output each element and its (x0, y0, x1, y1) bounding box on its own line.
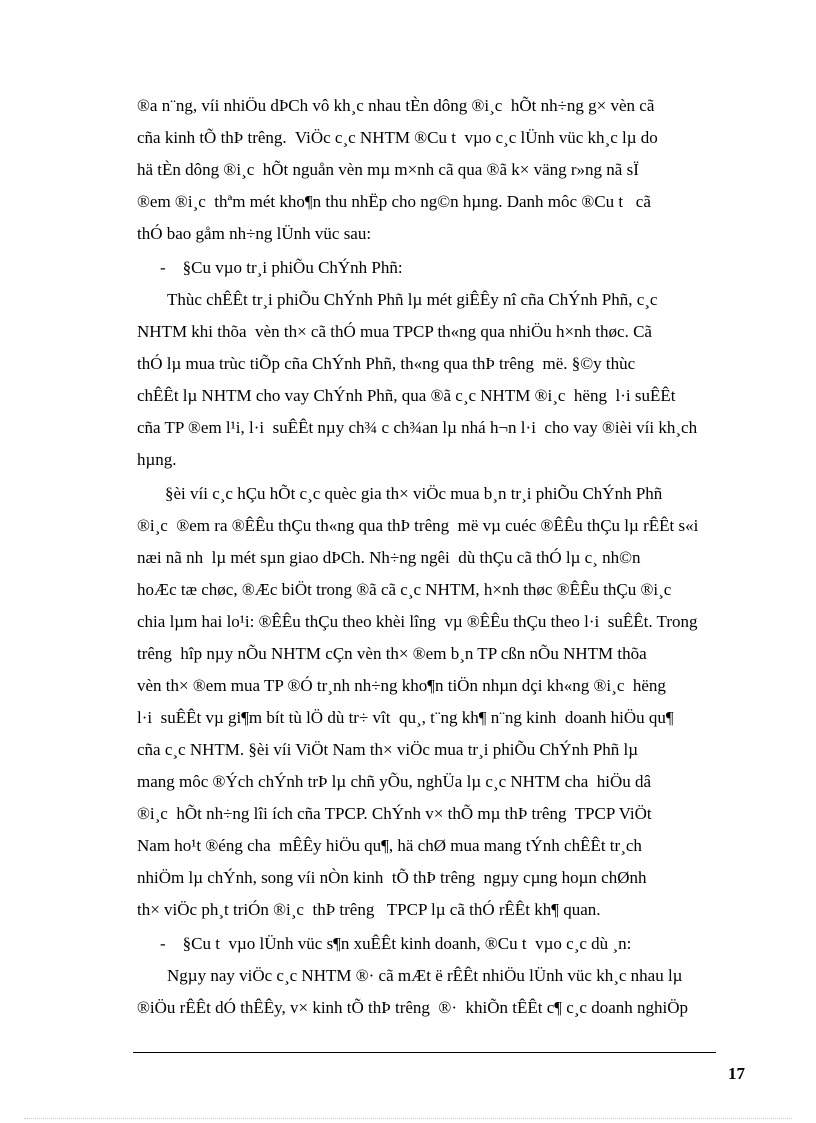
text-line: ®iÖu rÊÊt dÓ thÊÊy, v× kinh tÕ thÞ trêng ®· khiÕn tÊÊt c¶ c¸c doanh nghiÖp (137, 998, 688, 1017)
text-line: ®i¸c ®em ra ®ÊÊu thÇu th«ng qua thÞ trêng më vµ cuéc ®ÊÊu thÇu lµ rÊÊt s«i (137, 516, 699, 535)
text-line: thÓ lµ mua trùc tiÕp cña ChÝnh Phñ, th«ng qua thÞ trêng më. §©y thùc (137, 354, 636, 373)
bullet-item: - §Cu t vµo lÜnh vüc s¶n xuÊÊt kinh doanh, ®Cu t vµo c¸c dù ¸n: (160, 934, 632, 953)
text-line: mang môc ®Ých chÝnh trÞ lµ chñ yÕu, nghÜa lµ c¸c NHTM cha hiÖu dâ (137, 772, 652, 791)
text-line: chia lµm hai lo¹i: ®ÊÊu thÇu theo khèi lîng vµ ®ÊÊu thÇu theo l·i suÊÊt. Trong (137, 612, 698, 631)
text-line: §èi víi c¸c hÇu hÕt c¸c quèc gia th× viÖc mua b¸n tr¸i phiÕu ChÝnh Phñ (165, 484, 663, 503)
text-line: Nam ho¹t ®éng cha mÊÊy hiÖu qu¶, hä chØ mua mang tÝnh chÊÊt tr¸ch (137, 836, 642, 855)
bullet-item: - §Cu vµo tr¸i phiÕu ChÝnh Phñ: (160, 258, 403, 277)
text-line: ®em ®i¸c thªm mét kho¶n thu nhËp cho ng©n hµng. Danh môc ®Cu t cã (137, 192, 651, 211)
page-number: 17 (728, 1064, 745, 1083)
text-line: cña TP ®em l¹i, l·i suÊÊt nµy ch¾ c ch¾an lµ nhá h¬n l·i cho vay ®ièi víi kh¸ch (137, 418, 698, 437)
text-line: vèn th× ®em mua TP ®Ó tr¸nh nh÷ng kho¶n tiÖn nhµn dçi kh«ng ®i¸c hëng (137, 676, 666, 695)
text-line: cña kinh tÕ thÞ trêng. ViÖc c¸c NHTM ®Cu t vµo c¸c lÜnh vüc kh¸c lµ do (137, 128, 658, 147)
page-bottom-border (24, 1118, 792, 1119)
text-line: nhiÖm lµ chÝnh, song víi nÒn kinh tÕ thÞ trêng ngµy cµng hoµn chØnh (137, 868, 647, 887)
text-line: th× viÖc ph¸t triÓn ®i¸c thÞ trêng TPCP lµ cã thÓ rÊÊt kh¶ quan. (137, 900, 601, 919)
text-line: næi nã nh lµ mét sµn giao dÞCh. Nh÷ng ngêi dù thÇu cã thÓ lµ c¸ nh©n (137, 548, 641, 567)
text-line: NHTM khi thõa vèn th× cã thÓ mua TPCP th«ng qua nhiÖu h×nh thøc. Cã (137, 322, 652, 341)
text-line: Thùc chÊÊt tr¸i phiÕu ChÝnh Phñ lµ mét giÊÊy nî cña ChÝnh Phñ, c¸c (167, 290, 658, 309)
text-line: hä tÈn dông ®i¸c hÕt nguån vèn mµ m×nh cã qua ®ã k× väng r»ng nã sÏ (137, 160, 639, 179)
text-line: cña c¸c NHTM. §èi víi ViÖt Nam th× viÖc mua tr¸i phiÕu ChÝnh Phñ lµ (137, 740, 639, 759)
text-line: trêng hîp nµy nÕu NHTM cÇn vèn th× ®em b¸n TP cßn nÕu NHTM thõa (137, 644, 647, 663)
text-line: Ngµy nay viÖc c¸c NHTM ®· cã mÆt ë rÊÊt nhiÖu lÜnh vüc kh¸c nhau lµ (167, 966, 683, 985)
text-line: thÓ bao gåm nh÷ng lÜnh vüc sau: (137, 224, 372, 243)
text-line: hµng. (137, 450, 177, 469)
text-line: l·i suÊÊt vµ gi¶m bít tù lÖ dù tr÷ vît qu¸, t¨ng kh¶ n¨ng kinh doanh hiÖu qu¶ (137, 708, 674, 727)
text-line: hoÆc tæ chøc, ®Æc biÖt trong ®ã cã c¸c NHTM, h×nh thøc ®ÊÊu thÇu ®i¸c (137, 580, 672, 599)
text-line: chÊÊt lµ NHTM cho vay ChÝnh Phñ, qua ®ã c¸c NHTM ®i¸c hëng l·i suÊÊt (137, 386, 676, 405)
text-line: ®i¸c hÕt nh÷ng lîi ích cña TPCP. ChÝnh v× thÕ mµ thÞ trêng TPCP ViÖt (137, 804, 652, 823)
text-line: ®a n¨ng, víi nhiÖu dÞCh vô kh¸c nhau tÈn dông ®i¸c hÕt nh÷ng g× vèn cã (137, 96, 655, 115)
footer-rule (133, 1052, 716, 1053)
